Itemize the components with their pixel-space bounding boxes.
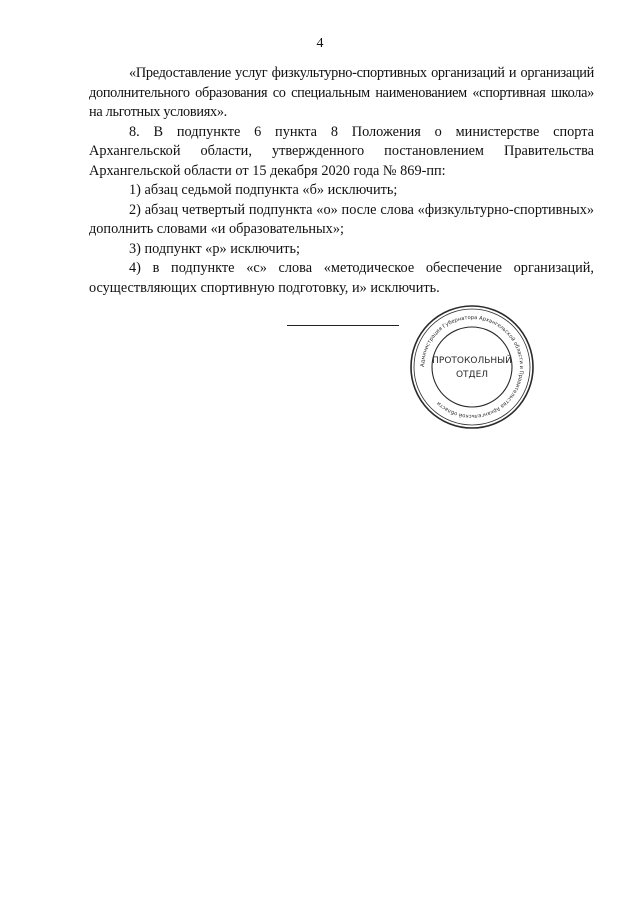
stamp-line-2: ОТДЕЛ: [455, 370, 489, 380]
paragraph-service-title: «Предоставление услуг физкультурно-спортивных организаций и организаций дополнительного образования со специальным наименованием «спортивная школа» на льготных условиях».: [89, 65, 594, 120]
signature-line: [287, 325, 399, 326]
svg-text:Администрация Губернатора Арха: [420, 315, 524, 419]
stamp-ring-text: Администрация Губернатора Архангельской области и Правительства Архангельской области: [419, 314, 525, 420]
document-body: [89, 64, 594, 298]
paragraph-item-8: 8. В подпункте 6 пункта 8 Положения о министерстве спорта Архангельской области, утвержденного постановлением Правительства Архангельской области от 15 декабря 2020 года № 869-пп:: [89, 123, 594, 179]
paragraph-subitem-2: 2) абзац четвертый подпункта «о» после слова «физкультурно-спортивных» дополнить словами «и образовательных»;: [89, 201, 594, 237]
paragraph-subitem-4: 4) в подпункте «с» слова «методическое обеспечение организаций, осуществляющих спортивную подготовку, и» исключить.: [89, 260, 594, 296]
paragraph-subitem-1: 1) абзац седьмой подпункта «б» исключить;: [129, 182, 398, 198]
page-number: 4: [316, 36, 324, 51]
protocol-department-stamp: [408, 303, 536, 431]
paragraph-subitem-3: 3) подпункт «р» исключить;: [129, 240, 300, 257]
stamp-line-1: ПРОТОКОЛЬНЫЙ: [432, 356, 512, 366]
